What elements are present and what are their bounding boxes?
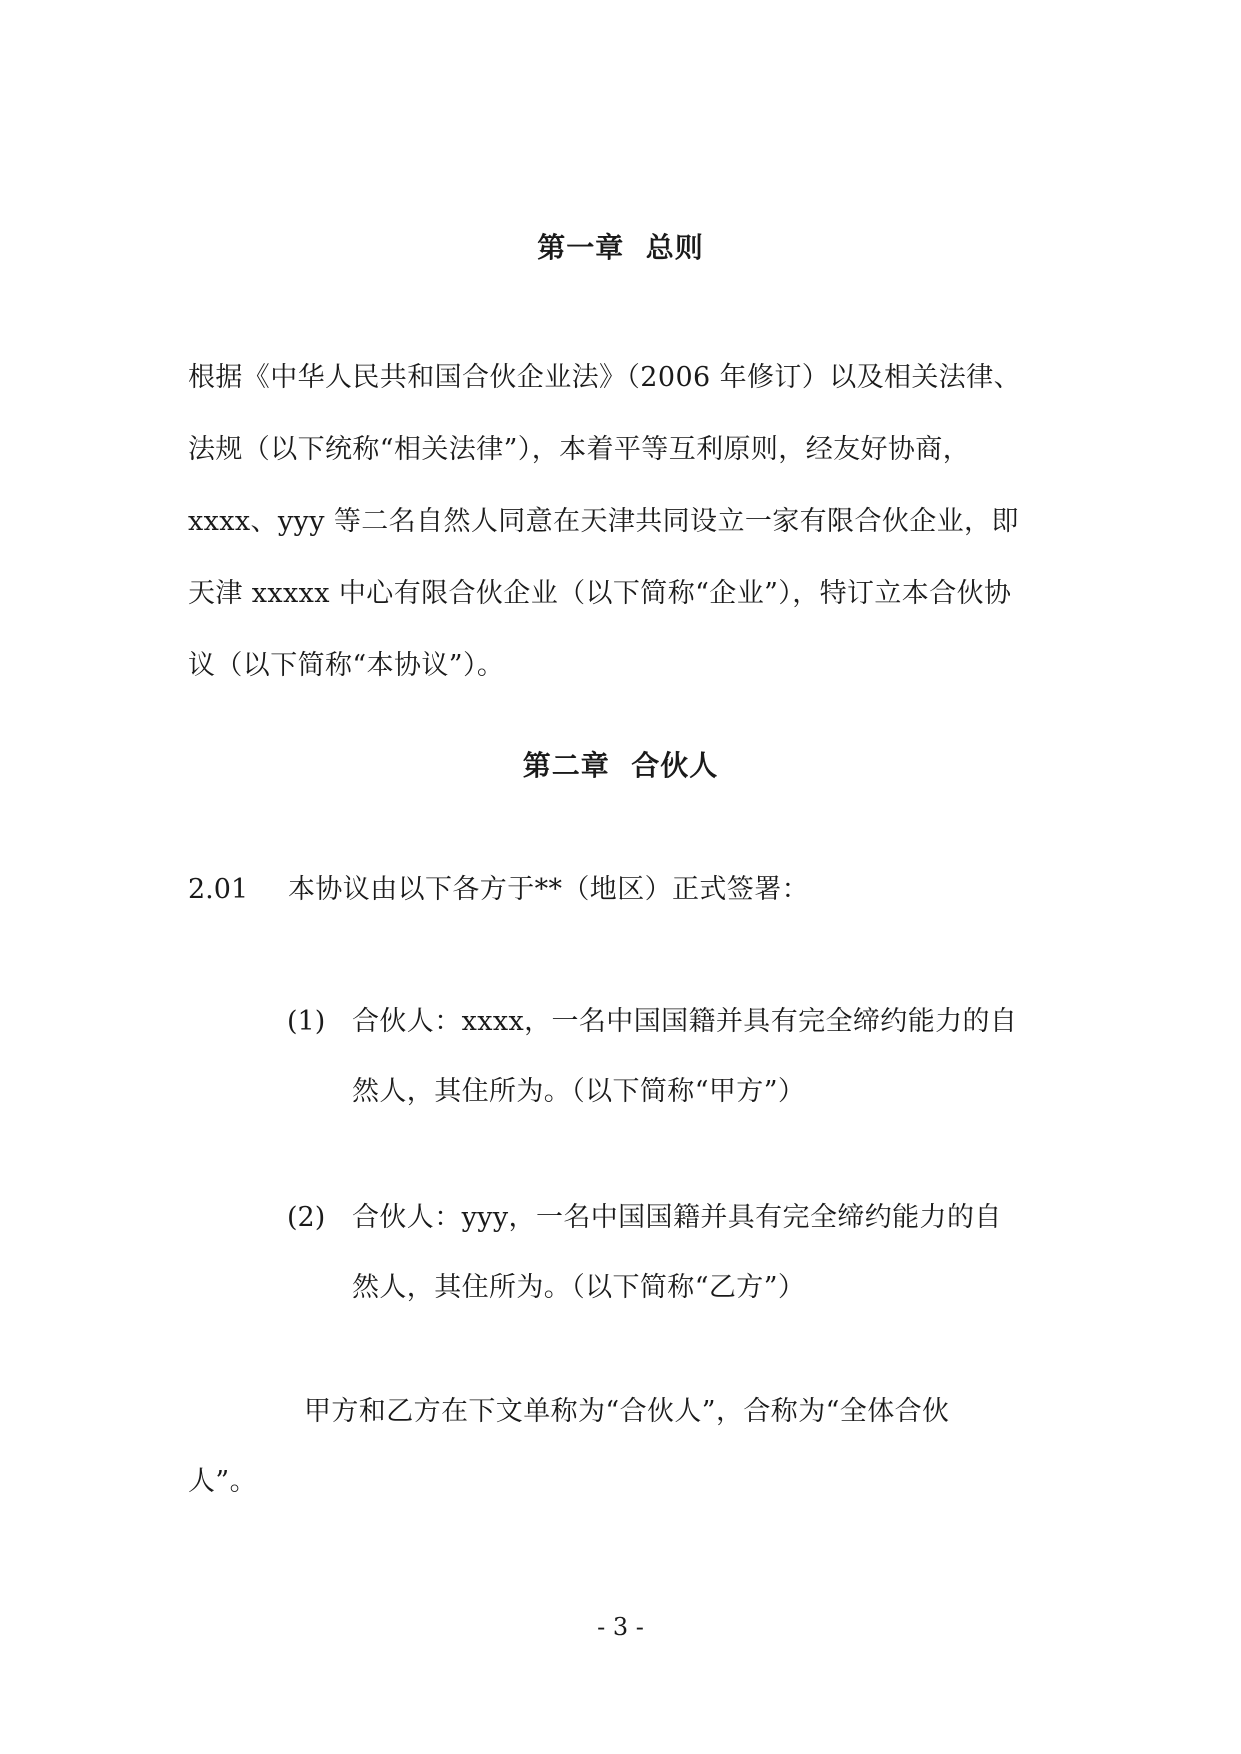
chapter-1-paragraph-line-1: 根据《中华人民共和国合伙企业法》（2006 年修订）以及相关法律、 — [188, 362, 1021, 393]
chapter-2-title: 第二章 合伙人 — [522, 749, 719, 782]
chapter-1-title: 第一章 总则 — [537, 231, 704, 264]
closing-line-2: 人”。 — [188, 1466, 258, 1497]
item-2-line-2: 然人，其住所为。（以下简称“乙方”） — [352, 1272, 806, 1303]
item-2-line-1: 合伙人：yyy，一名中国国籍并具有完全缔约能力的自 — [352, 1202, 1002, 1233]
item-2-label: (2) — [287, 1202, 326, 1233]
item-1-line-1: 合伙人：xxxx，一名中国国籍并具有完全缔约能力的自 — [352, 1006, 1018, 1037]
clause-text: 本协议由以下各方于**（地区）正式签署： — [288, 874, 809, 905]
item-1-line-2: 然人，其住所为。（以下简称“甲方”） — [352, 1076, 806, 1107]
chapter-1-paragraph-line-3: xxxx、yyy 等二名自然人同意在天津共同设立一家有限合伙企业，即 — [188, 506, 1019, 537]
page-number: - 3 - — [597, 1613, 644, 1641]
chapter-1-paragraph-line-5: 议（以下简称“本协议”）。 — [188, 650, 505, 681]
chapter-1-paragraph-line-2: 法规（以下统称“相关法律”），本着平等互利原则，经友好协商， — [188, 434, 971, 465]
chapter-1-paragraph-line-4: 天津 xxxxx 中心有限合伙企业（以下简称“企业”），特订立本合伙协 — [188, 578, 1012, 609]
clause-number: 2.01 — [188, 874, 249, 905]
item-1-label: (1) — [287, 1006, 326, 1037]
closing-line-1: 甲方和乙方在下文单称为“合伙人”，合称为“全体合伙 — [304, 1396, 950, 1427]
